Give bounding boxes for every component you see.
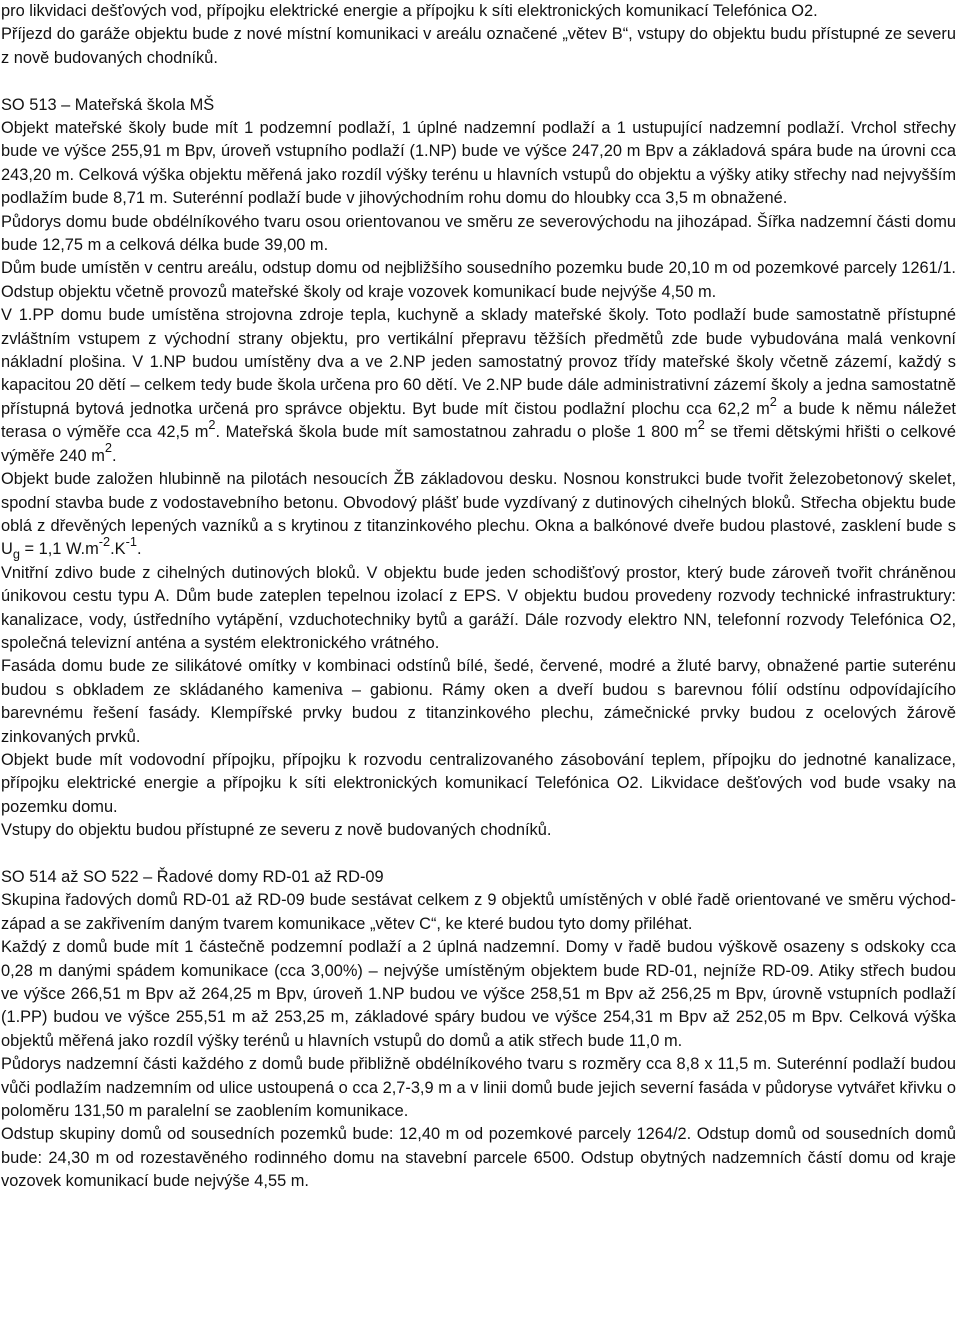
superscript: 2	[769, 393, 777, 409]
spacer	[1, 843, 956, 866]
paragraph-rowhouses-distances: Odstup skupiny domů od sousedních pozemků bude: 12,40 m od pozemkové parcely 1264/2. Odstup domů od sousedních domů bude: 24,30 m od rozestavěného rodinného domu na stavební parcele 6500. Odstup obytných nadzemních částí domu od kraje vozovek komunikací bude nejvýše 4,55 m.	[1, 1125, 956, 1191]
paragraph-garage-access: Příjezd do garáže objektu bude z nové místní komunikaci v areálu označené „větev B“, vstupy do objektu budu přístupné ze severu z nově budovaných chodníků.	[1, 25, 956, 67]
paragraph-rowhouses-heights: Každý z domů bude mít 1 částečně podzemní podlaží a 2 úplná nadzemní. Domy v řadě budou výškově osazeny s odskoky cca 0,28 m danými spádem komunikace (cca 3,00%) – nejvýše umístěným objektem bude RD-01, nejníže RD-09. Atiky střech budou ve výšce 266,51 m Bpv až 264,25 m Bpv, úroveň 1.NP budou ve výšce 258,51 m Bpv až 256,25 m Bpv, úrovně vstupních podlaží (1.PP) budou ve výšce 255,51 m až 253,25 m, základové spáry budou ve výšce 254,31 m Bpv až 252,05 m Bpv. Celková výška objektů měřená jako rozdíl výšky terénů u hlavních vstupů do domů a atik střech bude 11,0 m.	[1, 938, 956, 1050]
paragraph-kindergarten-connections: Objekt bude mít vodovodní přípojku, přípojku k rozvodu centralizovaného zásobování teplem, přípojku do jednotné kanalizace, přípojku elektrické energie a přípojku k síti elektronických komunikací Telefónica O2. Likvidace dešťových vod bude vsaky na pozemku domu.	[1, 750, 956, 816]
superscript: 2	[208, 416, 216, 432]
spacer	[1, 70, 956, 93]
text-segment: .	[111, 446, 117, 465]
paragraph-kindergarten-heights: Objekt mateřské školy bude mít 1 podzemní podlaží, 1 úplné nadzemní podlaží a 1 ustupující nadzemní podlaží. Vrchol střechy bude ve výšce 255,91 m Bpv, úroveň vstupního podlaží (1.NP) bude ve výšce 247,20 m Bpv a základová spára bude na úrovni cca 243,20 m. Celková výška objektu měřená jako rozdíl výšky terénu u hlavních vstupů do objektu a výšky atiky střechy nad nejvyšším podlažím bude 8,71 m. Suterénní podlaží bude v jihovýchodním rohu domu do hloubky cca 3,5 m obnažené.	[1, 119, 956, 208]
paragraph-kindergarten-entrances: Vstupy do objektu budou přístupné ze severu z nově budovaných chodníků.	[1, 821, 552, 840]
paragraph-kindergarten-placement: Dům bude umístěn v centru areálu, odstup domu od nejbližšího sousedního pozemku bude 20,10 m od pozemkové parcely 1261/1. Odstup objektu včetně provozů mateřské školy od kraje vozovek komunikací bude nejvýše 4,50 m.	[1, 259, 956, 301]
text-segment: = 1,1 W.m	[19, 540, 99, 559]
section-heading-so513: SO 513 – Mateřská škola MŠ	[1, 95, 215, 114]
superscript: 2	[697, 416, 705, 432]
text-segment: Objekt bude založen hlubinně na pilotách nesoucích ŽB základovou desku. Nosnou konstrukci bude tvořit železobetonový skelet, spodní stavba bude z vodostavebního betonu. Obvodový plášť bude vyzdívaný z dutinových cihelných bloků. Střecha objektu bude oblá z dřevěných lepených vazníků a s krytinou z titanzinkového plechu. Okna a balkónové dveře budou plastové, zasklení bude s U	[1, 470, 956, 559]
superscript: 2	[104, 440, 112, 456]
superscript: -2	[98, 533, 111, 549]
paragraph-kindergarten-interior: Vnitřní zdivo bude z cihelných dutinových bloků. V objektu bude jeden schodišťový prostor, který bude zároveň tvořit chráněnou únikovou cestu typu A. Dům bude zateplen tepelnou izolací z EPS. V objektu budou provedeny rozvody technické infrastruktury: kanalizace, vody, ústředního vytápění, vzduchotechniky bytů a garáží. Dále rozvody elektro NN, telefonní rozvody Telefónica O2, společná televizní anténa a systém elektronického vrátného.	[1, 563, 956, 652]
paragraph-kindergarten-facade: Fasáda domu bude ze silikátové omítky v kombinaci odstínů bílé, šedé, červené, modré a žluté barvy, obnažené partie suterénu budou s obkladem ze skládaného kameniva – gabionu. Rámy oken a dveří budou s barevnou fólií odstínu odpovídajícího barevnému řešení fasády. Klempířské prvky budou z titanzinkového plechu, zámečnické prvky budou z ocelových žárově zinkovaných prvků.	[1, 657, 956, 746]
subscript: g	[12, 546, 20, 562]
paragraph-kindergarten-layout	[1, 304, 956, 468]
superscript: -1	[125, 533, 137, 549]
paragraph-rowhouses-floorplan: Půdorys nadzemní části každého z domů bude přibližně obdélníkového tvaru s rozměry cca 8,8 x 11,5 m. Suterénní podlaží budou vůči podlažím nadzemním od ulice ustoupená o cca 2,7-3,9 m a v linii domů bude jejich severní fasáda v půdoryse vytvářet křivku o poloměru 131,50 m paralelní se zaoblením komunikace.	[1, 1055, 956, 1121]
text-segment: se třemi dětskými hřišti o celkové výměře 240 m	[1, 423, 957, 465]
paragraph-kindergarten-floorplan: Půdorys domu bude obdélníkového tvaru osou orientovanou ve směru ze severovýchodu na jihozápad. Šířka nadzemní části domu bude 12,75 m a celková délka bude 39,00 m.	[1, 212, 956, 255]
text-segment: . Mateřská škola bude mít samostatnou zahradu o ploše 1 800 m	[215, 423, 698, 442]
text-segment: V 1.PP domu bude umístěna strojovna zdroje tepla, kuchyně a sklady mateřské školy. Toto podlaží bude samostatně přístupné zvláštním vstupem z východní strany objektu, pro vertikální přepravu těžších předmětů zde bude vybudována malá venkovní nákladní plošina. V 1.NP budou umístěny dva a ve 2.NP jeden samostatný provoz třídy mateřské školy včetně zázemí, každý s kapacitou 20 dětí – celkem tedy bude škola určena pro 60 dětí. Ve 2.NP bude dále administrativní zázemí školy a jedna samostatně přístupná bytová jednotka určená pro správce objektu. Byt bude mít čistou podlažní plochu cca 62,2 m	[1, 306, 956, 418]
text-segment: .	[137, 540, 142, 559]
paragraph-rowhouses-group: Skupina řadových domů RD-01 až RD-09 bude sestávat celkem z 9 objektů umístěných v oblé řadě orientované ve směru východ-západ a se zakřivením daným tvarem komunikace „větev C“, ke které budou tyto domy přiléhat.	[1, 891, 956, 933]
paragraph-kindergarten-construction	[1, 468, 956, 562]
paragraph-utilities-intro: pro likvidaci dešťových vod, přípojku elektrické energie a přípojku k síti elektronických komunikací Telefónica O2.	[1, 2, 818, 20]
text-segment: .K	[110, 540, 126, 559]
text-segment: a bude k němu náležet terasa o výměře cca 42,5 m	[1, 399, 956, 442]
section-heading-so514-522: SO 514 až SO 522 – Řadové domy RD-01 až RD-09	[1, 868, 384, 886]
